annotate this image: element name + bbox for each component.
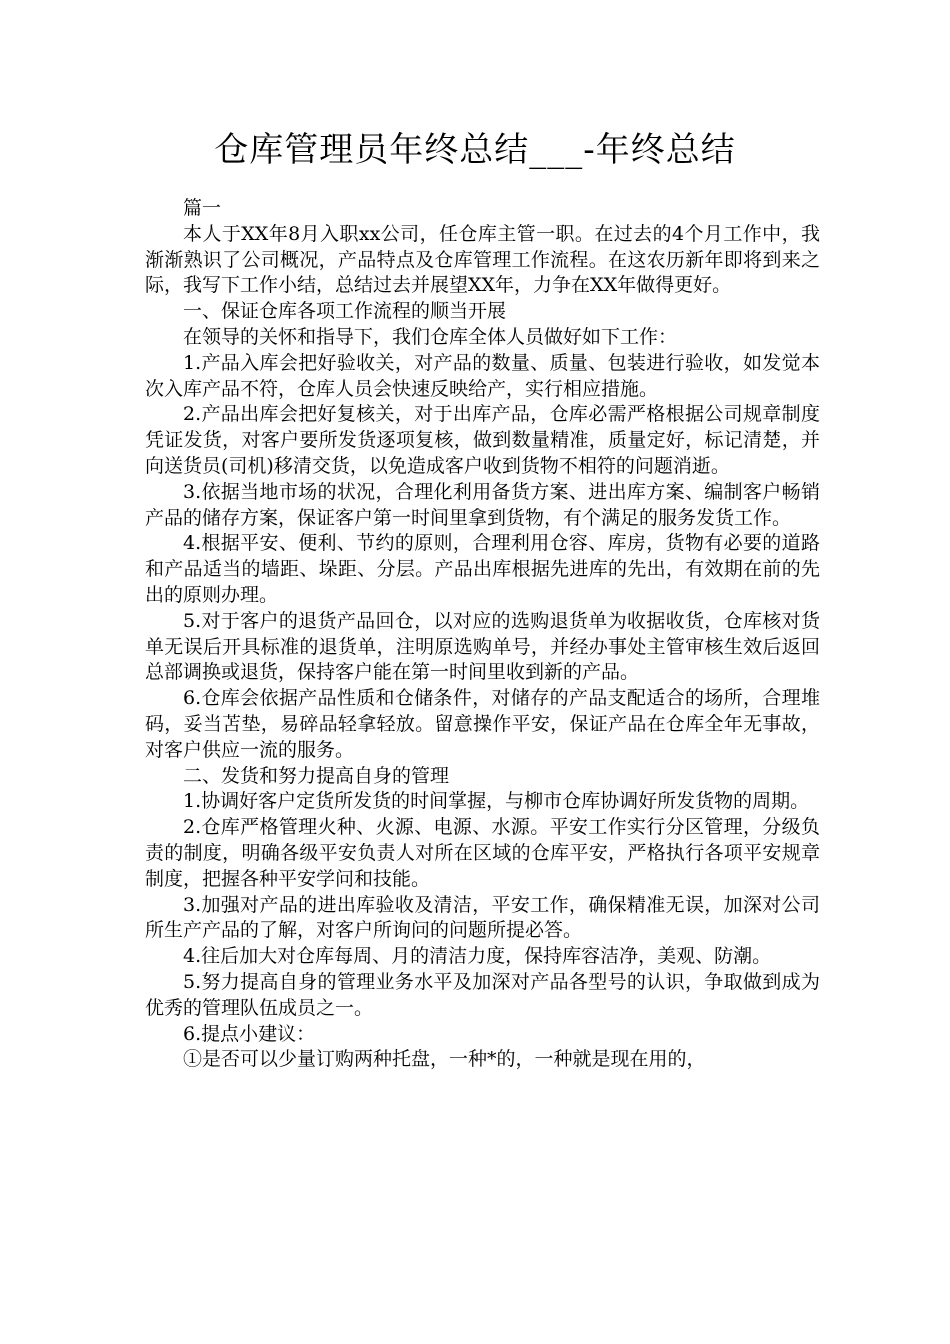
list-item: 4.根据平安、便利、节约的原则，合理利用仓容、库房，货物有必要的道路和产品适当的墙距、垛距、分层。产品出库根据先进库的先出，有效期在前的先出的原则办理。 [145,532,820,606]
paragraph-intro: 本人于XX年8月入职xx公司，任仓库主管一职。在过去的4个月工作中，我渐渐熟识了公司概况，产品特点及仓库管理工作流程。在这农历新年即将到来之际，我写下工作小结，总结过去并展望XX年，力争在XX年做得更好。 [145,222,820,297]
list-item: 5.对于客户的退货产品回仓，以对应的选购退货单为收据收货，仓库核对货单无误后开具标准的退货单，注明原选购单号，并经办事处主管审核生效后返回总部调换或退货，保持客户能在第一时间里收到新的产品。 [145,609,820,684]
section-heading-2: 二、发货和努力提高自身的管理 [183,764,450,787]
list-item: 6.提点小建议： [183,1022,316,1045]
document-title: 仓库管理员年终总结___-年终总结 [214,130,736,170]
list-item: 3.加强对产品的进出库验收及清洁，平安工作，确保精准无误，加深对公司所生产产品的了解，对客户所询问的问题所提必答。 [145,893,820,942]
list-item: 4.往后加大对仓库每周、月的清洁力度，保持库容洁净，美观、防潮。 [183,945,772,968]
list-item: 1.产品入库会把好验收关，对产品的数量、质量、包装进行验收，如发觉本次入库产品不符，仓库人员会快速反映给产，实行相应措施。 [145,351,820,400]
document-body [145,196,820,1073]
paragraph-heading-part-one: 篇一 [183,197,222,219]
list-item: 2.仓库严格管理火种、火源、电源、水源。平安工作实行分区管理，分级负责的制度，明确各级平安负责人对所在区域的仓库平安，严格执行各项平安规章制度，把握各种平安学问和技能。 [145,816,820,890]
paragraph: 在领导的关怀和指导下，我们仓库全体人员做好如下工作： [183,325,678,348]
list-item: 2.产品出库会把好复核关，对于出库产品，仓库必需严格根据公司规章制度凭证发货，对客户要所发货逐项复核，做到数量精准，质量定好，标记清楚，并向送货员(司机)移清交货，以免造成客户收到货物不相符的问题消逝。 [145,403,820,477]
list-item: 5.努力提高自身的管理业务水平及加深对产品各型号的认识，争取做到成为优秀的管理队伍成员之一。 [145,970,820,1019]
list-item: 6.仓库会依据产品性质和仓储条件，对储存的产品支配适合的场所，合理堆码，妥当苫垫，易碎品轻拿轻放。留意操作平安，保证产品在仓库全年无事故，对客户供应一流的服务。 [145,687,820,761]
list-item: 1.协调好客户定货所发货的时间掌握，与柳市仓库协调好所发货物的周期。 [183,790,810,813]
section-heading-1: 一、保证仓库各项工作流程的顺当开展 [183,300,507,323]
list-item: 3.依据当地市场的状况，合理化利用备货方案、进出库方案、编制客户畅销产品的储存方案，保证客户第一时间里拿到货物，有个满足的服务发货工作。 [145,480,820,529]
list-item: ①是否可以少量订购两种托盘，一种*的，一种就是现在用的， [183,1048,706,1071]
